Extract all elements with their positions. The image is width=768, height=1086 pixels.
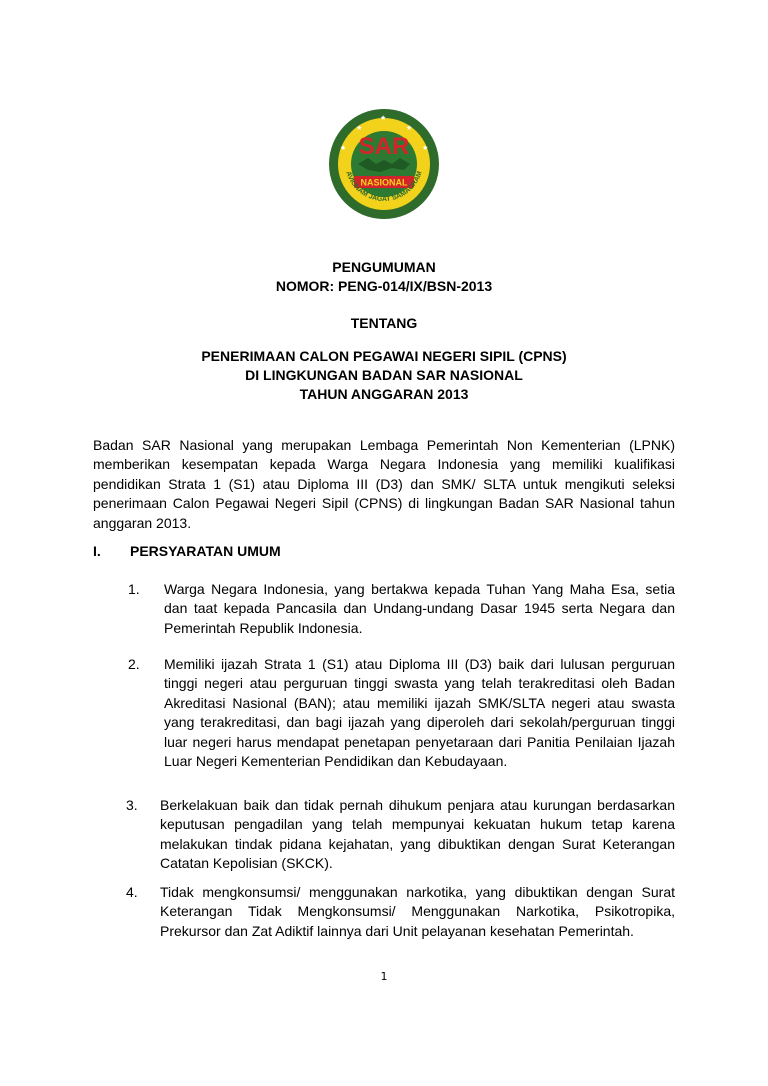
section-title: PERSYARATAN UMUM — [130, 543, 281, 559]
section-number: I. — [93, 543, 101, 559]
about-label: TENTANG — [350, 315, 418, 331]
requirement-number: 4. — [126, 884, 138, 900]
logo-star: ★ — [380, 115, 387, 122]
requirement-number: 2. — [128, 656, 140, 672]
intro-paragraph: Badan SAR Nasional yang merupakan Lembaga Pemerintah Non Kementerian (LPNK) memberikan kesempatan kepada Warga Negara Indonesia yang memiliki kualifikasi pendidikan Strata 1 (S1) atau Diploma III (D3) dan SMK/ SLTA untuk mengikuti seleksi penerimaan Calon Pegawai Negeri Sipil (CPNS) di lingkungan Badan SAR Nasional tahun anggaran 2013. — [93, 437, 675, 531]
subject-line: TAHUN ANGGARAN 2013 — [299, 386, 469, 402]
announcement-header — [0, 258, 768, 296]
logo-motto-text: AVIGNAM JAGAT SAMAGRAM — [344, 170, 424, 204]
requirement-number: 3. — [126, 797, 138, 813]
logo-sar-text: SAR — [358, 133, 410, 160]
requirement-text: Berkelakuan baik dan tidak pernah dihukum penjara atau kurungan berdasarkan keputusan pengadilan yang telah mempunyai kekuatan hukum tetap karena melakukan tindak pidana kejahatan, yang dibuktikan dengan Surat Keterangan Catatan Kepolisian (SKCK). — [160, 797, 675, 872]
sar-nasional-logo — [328, 108, 440, 220]
logo-ribbon-text: NASIONAL — [360, 177, 408, 188]
requirement-number: 1. — [128, 581, 140, 597]
logo-star: ★ — [356, 125, 363, 132]
logo-star: ★ — [340, 145, 347, 152]
requirement-text: Memiliki ijazah Strata 1 (S1) atau Diploma III (D3) baik dari lulusan perguruan tinggi negeri atau perguruan tinggi swasta yang telah terakreditasi oleh Badan Akreditasi Nasional (BAN); atau memiliki ijazah SMK/SLTA negeri atau swasta yang terakreditasi, dan bagi ijazah yang diperoleh dari sekolah/perguruan tinggi luar negeri harus mendapat penetapan penyetaraan dari Panitia Penilaian Ijazah Luar Negeri Kementerian Pendidikan dan Kebudayaan. — [164, 656, 675, 770]
logo-star: ★ — [422, 145, 429, 152]
announcement-number: NOMOR: PENG-014/IX/BSN-2013 — [275, 278, 493, 294]
page-number: 1 — [380, 970, 388, 983]
requirement-text: Warga Negara Indonesia, yang bertakwa kepada Tuhan Yang Maha Esa, setia dan taat kepada Pancasila dan Undang-undang Dasar 1945 serta Negara dan Pemerintah Republik Indonesia. — [164, 581, 675, 636]
announcement-title: PENGUMUMAN — [332, 259, 436, 275]
logo-star: ★ — [406, 125, 413, 132]
requirement-text: Tidak mengkonsumsi/ menggunakan narkotika, yang dibuktikan dengan Surat Keterangan Tidak Mengkonsumsi/ Menggunakan Narkotika, Psikotropika, Prekursor dan Zat Adiktif lainnya dari Unit pelayanan kesehatan Pemerintah. — [160, 884, 675, 939]
subject-line: DI LINGKUNGAN BADAN SAR NASIONAL — [245, 367, 523, 383]
announcement-subject — [0, 347, 768, 404]
subject-line: PENERIMAAN CALON PEGAWAI NEGERI SIPIL (CPNS) — [201, 348, 567, 364]
